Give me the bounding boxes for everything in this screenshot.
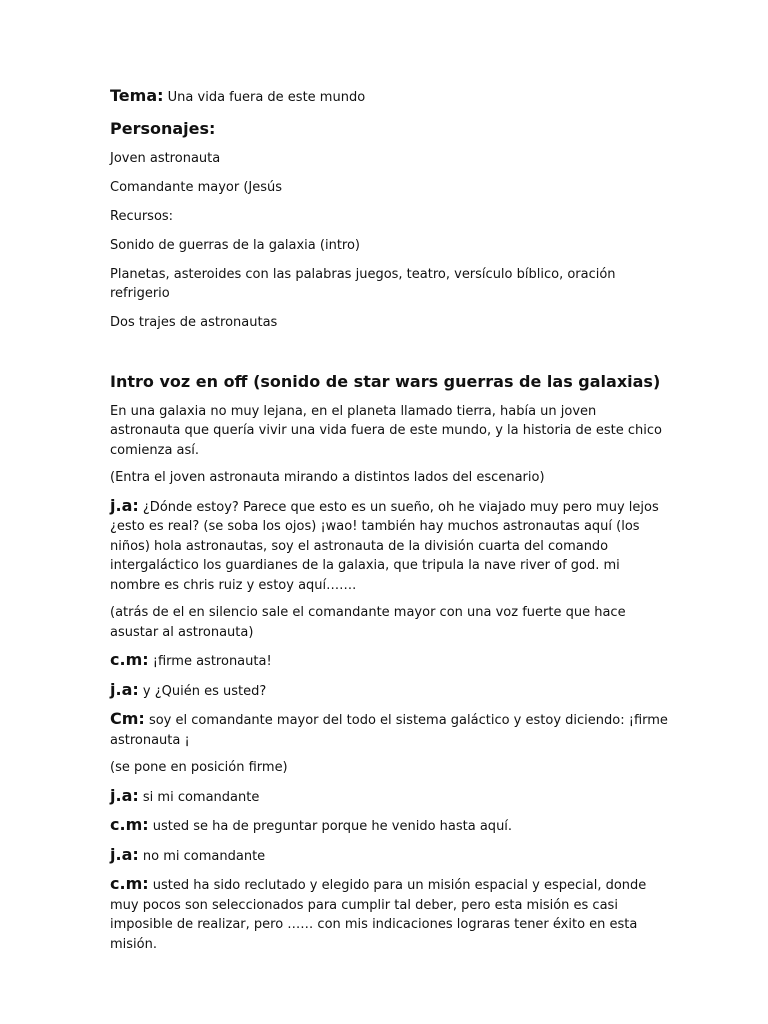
list-item: Sonido de guerras de la galaxia (intro) xyxy=(110,237,360,253)
dialogue-line xyxy=(110,786,670,808)
speaker-label: j.a: xyxy=(110,679,139,699)
dialogue-text: y ¿Quién es usted? xyxy=(142,683,267,699)
speaker-label: c.m: xyxy=(110,815,149,834)
speaker-label: c.m: xyxy=(110,650,149,669)
list-item: Joven astronauta xyxy=(110,150,221,166)
dialogue-text: soy el comandante mayor del todo el sistema galáctico y estoy diciendo: ¡firme astronauta ¡ xyxy=(110,713,668,748)
dialogue-text: si mi comandante xyxy=(142,789,260,805)
dialogue-text: usted ha sido reclutado y elegido para un misión espacial y especial, donde muy pocos son seleccionados para cumplir tal deber, pero esta misión es casi imposible de realizar, pero …… con mis indicaciones lograras tener éxito en esta misión. xyxy=(110,878,647,952)
dialogue-text: no mi comandante xyxy=(142,848,266,864)
dialogue-line xyxy=(110,815,670,837)
stage-direction: (se pone en posición firme) xyxy=(110,760,288,775)
dialogue-line xyxy=(110,680,670,702)
list-item: Comandante mayor (Jesús xyxy=(110,179,283,195)
stage-direction: (atrás de el en silencio sale el comandante mayor con una voz fuerte que hace asustar al astronauta) xyxy=(110,605,626,640)
dialogue-line xyxy=(110,874,670,954)
tema-line xyxy=(110,86,670,108)
speaker-label: j.a: xyxy=(110,495,139,515)
dialogue-text: ¿Dónde estoy? Parece que esto es un sueño, oh he viajado muy pero muy lejos ¿esto es real? (se soba los ojos) ¡wao! también hay muchos astronautas aquí (los niños) hola astronautas, soy el astronauta de la división cuarta del comando intergaláctico los guardianes de la galaxia, que tripula la nave river of god. mi nombre es chris ruiz y estoy aquí……. xyxy=(110,499,659,593)
dialogue-line xyxy=(110,709,670,750)
dialogue-line xyxy=(110,650,670,672)
speaker-label: c.m: xyxy=(110,874,149,893)
list-item: Dos trajes de astronautas xyxy=(110,315,278,330)
dialogue-text: usted se ha de preguntar porque he venido hasta aquí. xyxy=(152,819,513,834)
speaker-label: Cm: xyxy=(110,709,145,728)
stage-direction: (Entra el joven astronauta mirando a distintos lados del escenario) xyxy=(110,470,545,485)
intro-paragraph: En una galaxia no muy lejana, en el planeta llamado tierra, había un joven astronauta que quería vivir una vida fuera de este mundo, y la historia de este chico comienza así. xyxy=(110,403,662,458)
dialogue-line xyxy=(110,845,670,867)
list-item: Planetas, asteroides con las palabras juegos, teatro, versículo bíblico, oración refrigerio xyxy=(110,266,616,301)
speaker-label: j.a: xyxy=(110,844,139,864)
tema-value: Una vida fuera de este mundo xyxy=(167,90,366,105)
document-content xyxy=(110,86,670,962)
dialogue-line xyxy=(110,496,670,596)
speaker-label: j.a: xyxy=(110,785,139,805)
list-item: Recursos: xyxy=(110,208,174,224)
tema-label: Tema: xyxy=(110,86,164,105)
personajes-heading: Personajes: xyxy=(110,118,216,138)
dialogue-text: ¡firme astronauta! xyxy=(152,654,272,669)
intro-heading: Intro voz en off (sonido de star wars guerras de las galaxias) xyxy=(110,371,661,391)
